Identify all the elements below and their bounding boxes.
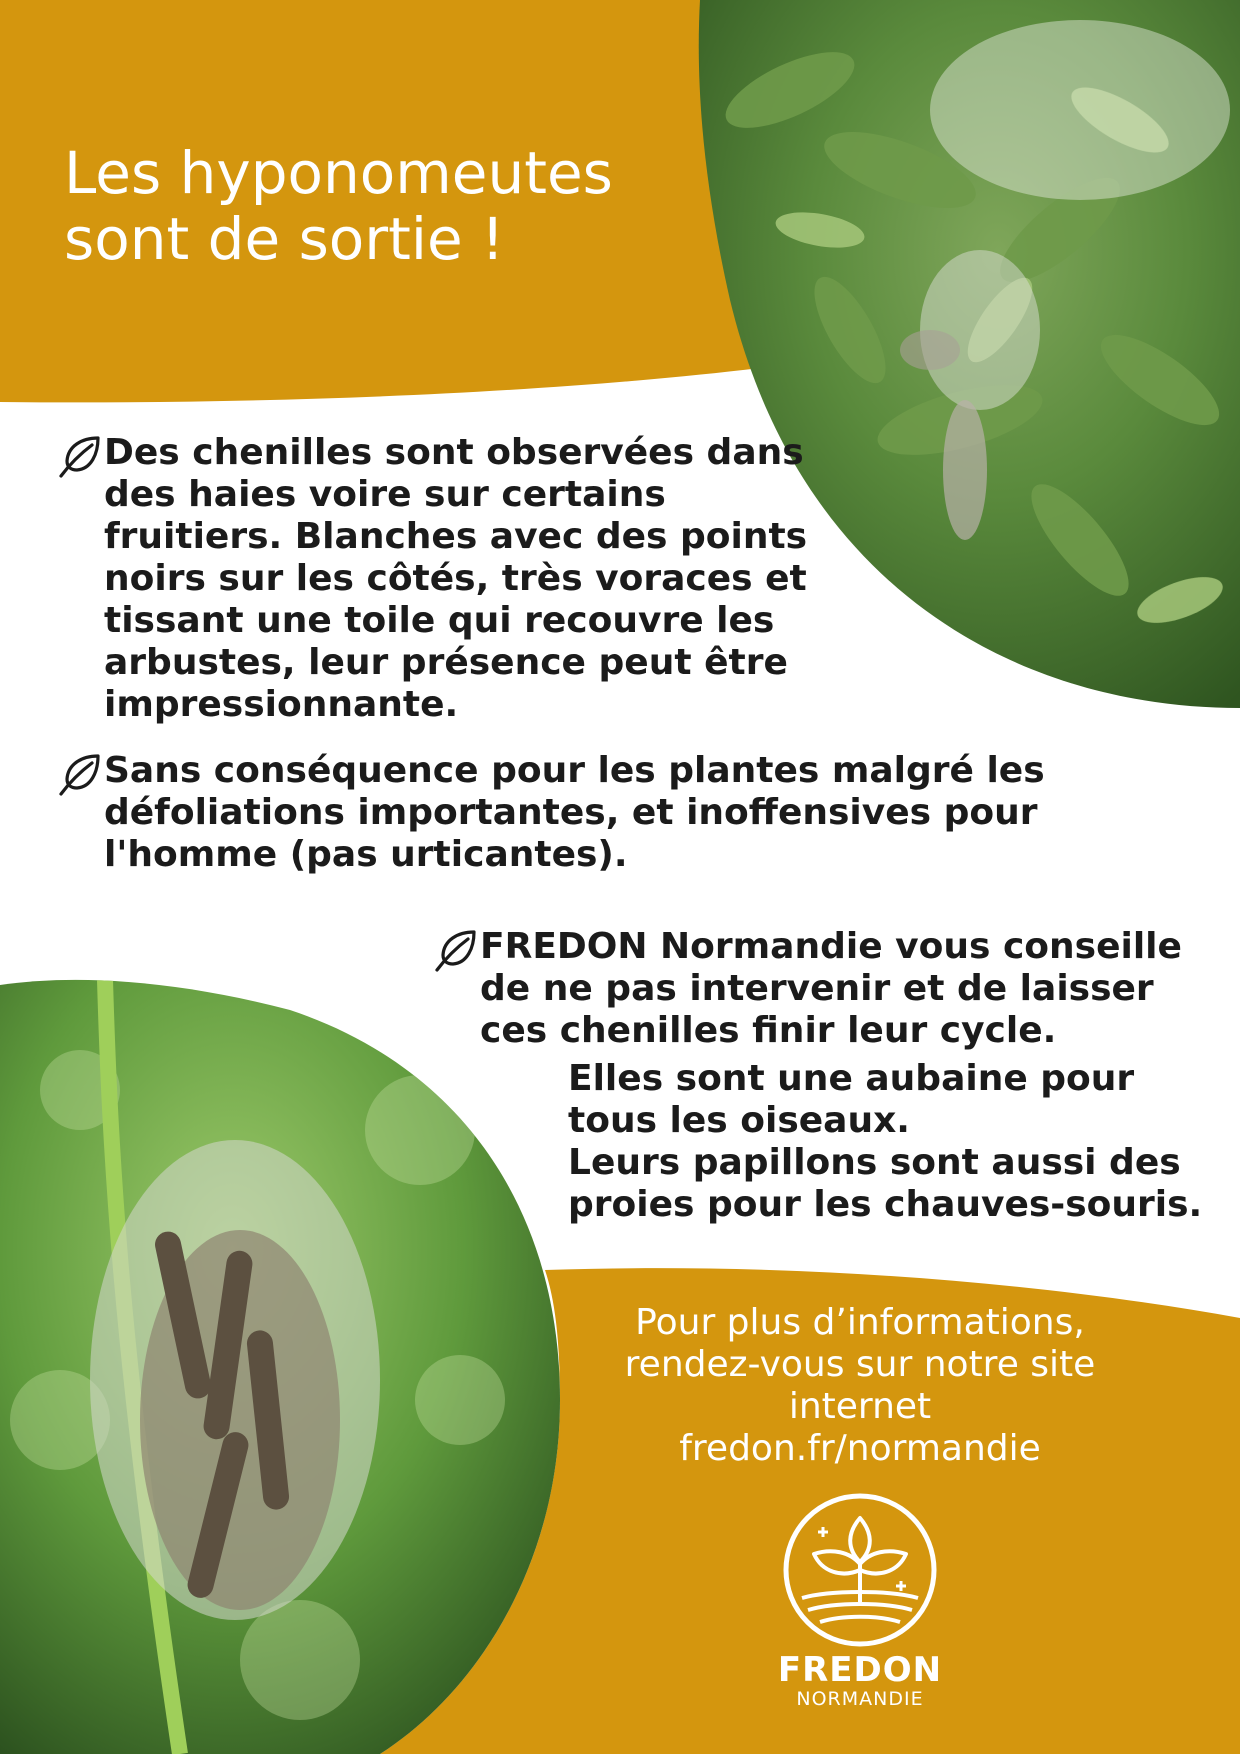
benefits-line-1: Elles sont une aubaine pour tous les oiseaux. xyxy=(568,1058,1135,1141)
info-line-3: internet xyxy=(788,1386,932,1427)
bullet-text: FREDON Normandie vous conseille de ne pas intervenir et de laisser ces chenilles finir leur cycle. xyxy=(480,926,1182,1051)
leaf-icon xyxy=(434,928,478,972)
info-line-2: rendez-vous sur notre site xyxy=(624,1344,1096,1385)
bullet-advice xyxy=(434,926,1194,1052)
leaf-icon xyxy=(58,752,102,796)
plant-logo-icon xyxy=(780,1490,940,1650)
fredon-logo xyxy=(760,1490,960,1710)
bullet-observation xyxy=(58,432,818,726)
info-block xyxy=(560,1302,1160,1470)
benefits-line-2: Leurs papillons sont aussi des proies pour les chauves-souris. xyxy=(568,1142,1203,1225)
benefits-text xyxy=(568,1058,1228,1226)
website-link[interactable]: fredon.fr/normandie xyxy=(679,1428,1041,1469)
logo-region: NORMANDIE xyxy=(796,1688,924,1710)
bullet-text: Sans conséquence pour les plantes malgré les défoliations importantes, et inoffensives pour l'homme (pas urticantes). xyxy=(104,750,1045,875)
caterpillar-nest-photo xyxy=(0,970,580,1754)
leaf-icon xyxy=(58,434,102,478)
logo-name: FREDON xyxy=(777,1650,943,1690)
bullet-text: Des chenilles sont observées dans des haies voire sur certains fruitiers. Blanches avec des points noirs sur les côtés, très voraces et tissant une toile qui recouvre les arbustes, leur présence peut être impressionnante. xyxy=(104,432,808,725)
bullet-harmless xyxy=(58,750,1068,876)
title-line-2: sont de sortie ! xyxy=(64,205,505,273)
info-line-1: Pour plus d’informations, xyxy=(635,1302,1085,1343)
page-title xyxy=(64,140,704,272)
title-line-1: Les hyponomeutes xyxy=(64,139,613,207)
